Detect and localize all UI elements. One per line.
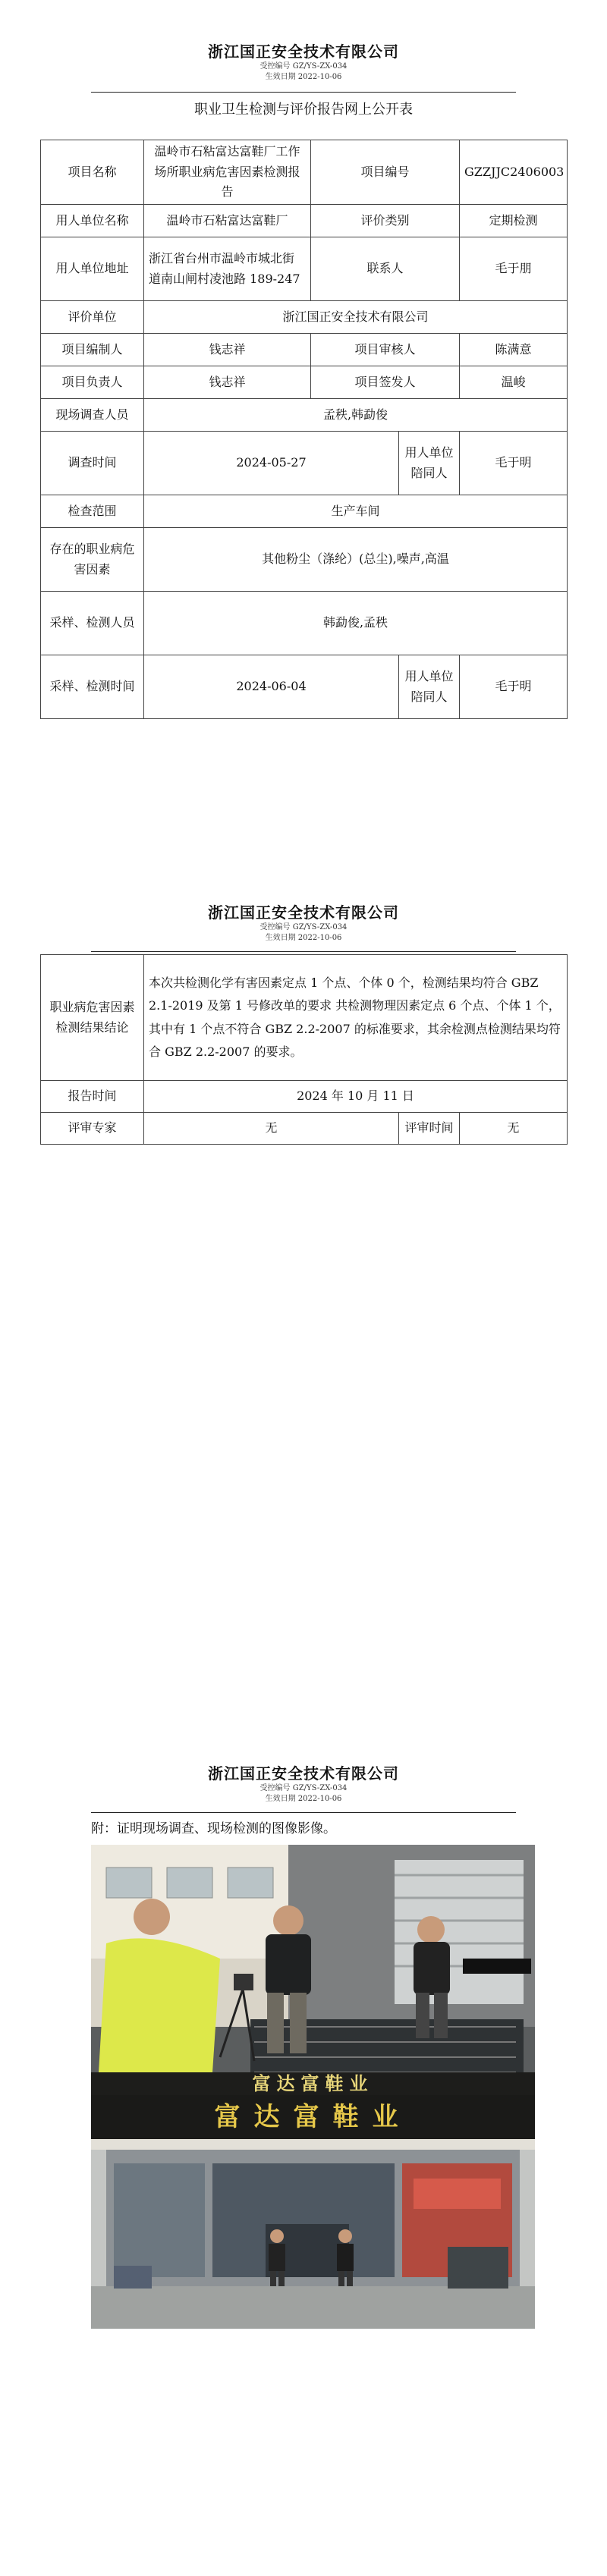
hazards: 其他粉尘（涤纶）(总尘),噪声,高温 [144, 528, 568, 592]
employer: 温岭市石粘富达富鞋厂 [144, 205, 311, 237]
result-text: 本次共检测化学有害因素定点 1 个点、个体 0 个，检测结果均符合 GBZ 2.1-2019 及第 1 号修改单的要求 共检测物理因素定点 6 个点、个体 1 个，其中有 1 个点不符合 GBZ 2.2-2007 的标准要求，其余检测点检测结果均符合 GBZ 2.2-2007 的要求。 [144, 955, 568, 1081]
project-no-label: 项目编号 [311, 140, 460, 205]
signer-label: 项目签发人 [311, 366, 460, 399]
page3-header [0, 1761, 607, 1805]
review-time-label: 评审时间 [399, 1113, 460, 1145]
site-photo-sign: 富达富鞋业 [91, 2072, 535, 2095]
result-label: 职业病危害因素检测结果结论 [41, 955, 144, 1081]
site-photo-storefront [91, 2095, 535, 2329]
reviewer: 陈满意 [460, 334, 568, 366]
disclosure-table [40, 140, 568, 719]
contact-label: 联系人 [311, 237, 460, 301]
doc-code: 受控编号 GZ/YS-ZX-034 [259, 1784, 348, 1792]
page-title: 职业卫生检测与评价报告网上公开表 [194, 102, 413, 118]
eval-type: 定期检测 [460, 205, 568, 237]
escort: 毛于明 [460, 432, 568, 495]
effective-date: 生效日期 2022-10-06 [265, 73, 342, 81]
report-time: 2024 年 10 月 11 日 [144, 1081, 568, 1113]
site-photo-sampling [91, 1845, 535, 2095]
review-time: 无 [460, 1113, 568, 1145]
scope-label: 检查范围 [41, 495, 144, 528]
investigators-label: 现场调查人员 [41, 399, 144, 432]
signer: 温峻 [460, 366, 568, 399]
company-name: 浙江国正安全技术有限公司 [208, 1764, 399, 1783]
samplers-label: 采样、检测人员 [41, 592, 144, 655]
leader-label: 项目负责人 [41, 366, 144, 399]
storefront-sign: 富达富鞋业 [214, 2102, 412, 2132]
samplers: 韩勐俊,孟秩 [144, 592, 568, 655]
effective-date: 生效日期 2022-10-06 [265, 1795, 342, 1803]
project-name-label: 项目名称 [41, 140, 144, 205]
address-label: 用人单位地址 [41, 237, 144, 301]
site-photo-sampling-image [91, 1845, 535, 2095]
survey-time-label: 调查时间 [41, 432, 144, 495]
evaluator: 浙江国正安全技术有限公司 [144, 301, 568, 334]
leader: 钱志祥 [144, 366, 311, 399]
doc-code: 受控编号 GZ/YS-ZX-034 [259, 62, 348, 71]
effective-date: 生效日期 2022-10-06 [265, 934, 342, 942]
escort2: 毛于明 [460, 655, 568, 719]
report-time-label: 报告时间 [41, 1081, 144, 1113]
company-name: 浙江国正安全技术有限公司 [208, 903, 399, 922]
reviewer-label: 项目审核人 [311, 334, 460, 366]
contact: 毛于朋 [460, 237, 568, 301]
compiler: 钱志祥 [144, 334, 311, 366]
survey-time: 2024-05-27 [144, 432, 399, 495]
project-no: GZZJJC2406003 [460, 140, 568, 205]
hazards-label: 存在的职业病危害因素 [41, 528, 144, 592]
scope: 生产车间 [144, 495, 568, 528]
employer-label: 用人单位名称 [41, 205, 144, 237]
company-name: 浙江国正安全技术有限公司 [208, 42, 399, 61]
page2-header [0, 900, 607, 944]
sample-time: 2024-06-04 [144, 655, 399, 719]
evaluator-label: 评价单位 [41, 301, 144, 334]
expert: 无 [144, 1113, 399, 1145]
sample-time-label: 采样、检测时间 [41, 655, 144, 719]
eval-type-label: 评价类别 [311, 205, 460, 237]
appendix-caption: 附：证明现场调查、现场检测的图像影像。 [91, 1821, 336, 1836]
header-rule [91, 951, 516, 952]
header-rule [91, 92, 516, 93]
escort-label: 用人单位陪同人 [399, 432, 460, 495]
doc-code: 受控编号 GZ/YS-ZX-034 [259, 923, 348, 931]
compiler-label: 项目编制人 [41, 334, 144, 366]
page1-header [0, 39, 607, 83]
project-name: 温岭市石粘富达富鞋厂工作场所职业病危害因素检测报告 [144, 140, 311, 205]
header-rule [91, 1812, 516, 1813]
expert-label: 评审专家 [41, 1113, 144, 1145]
result-table [40, 954, 568, 1145]
investigators: 孟秩,韩勐俊 [144, 399, 568, 432]
address: 浙江省台州市温岭市城北街道南山闸村凌池路 189-247 [144, 237, 311, 301]
escort2-label: 用人单位陪同人 [399, 655, 460, 719]
